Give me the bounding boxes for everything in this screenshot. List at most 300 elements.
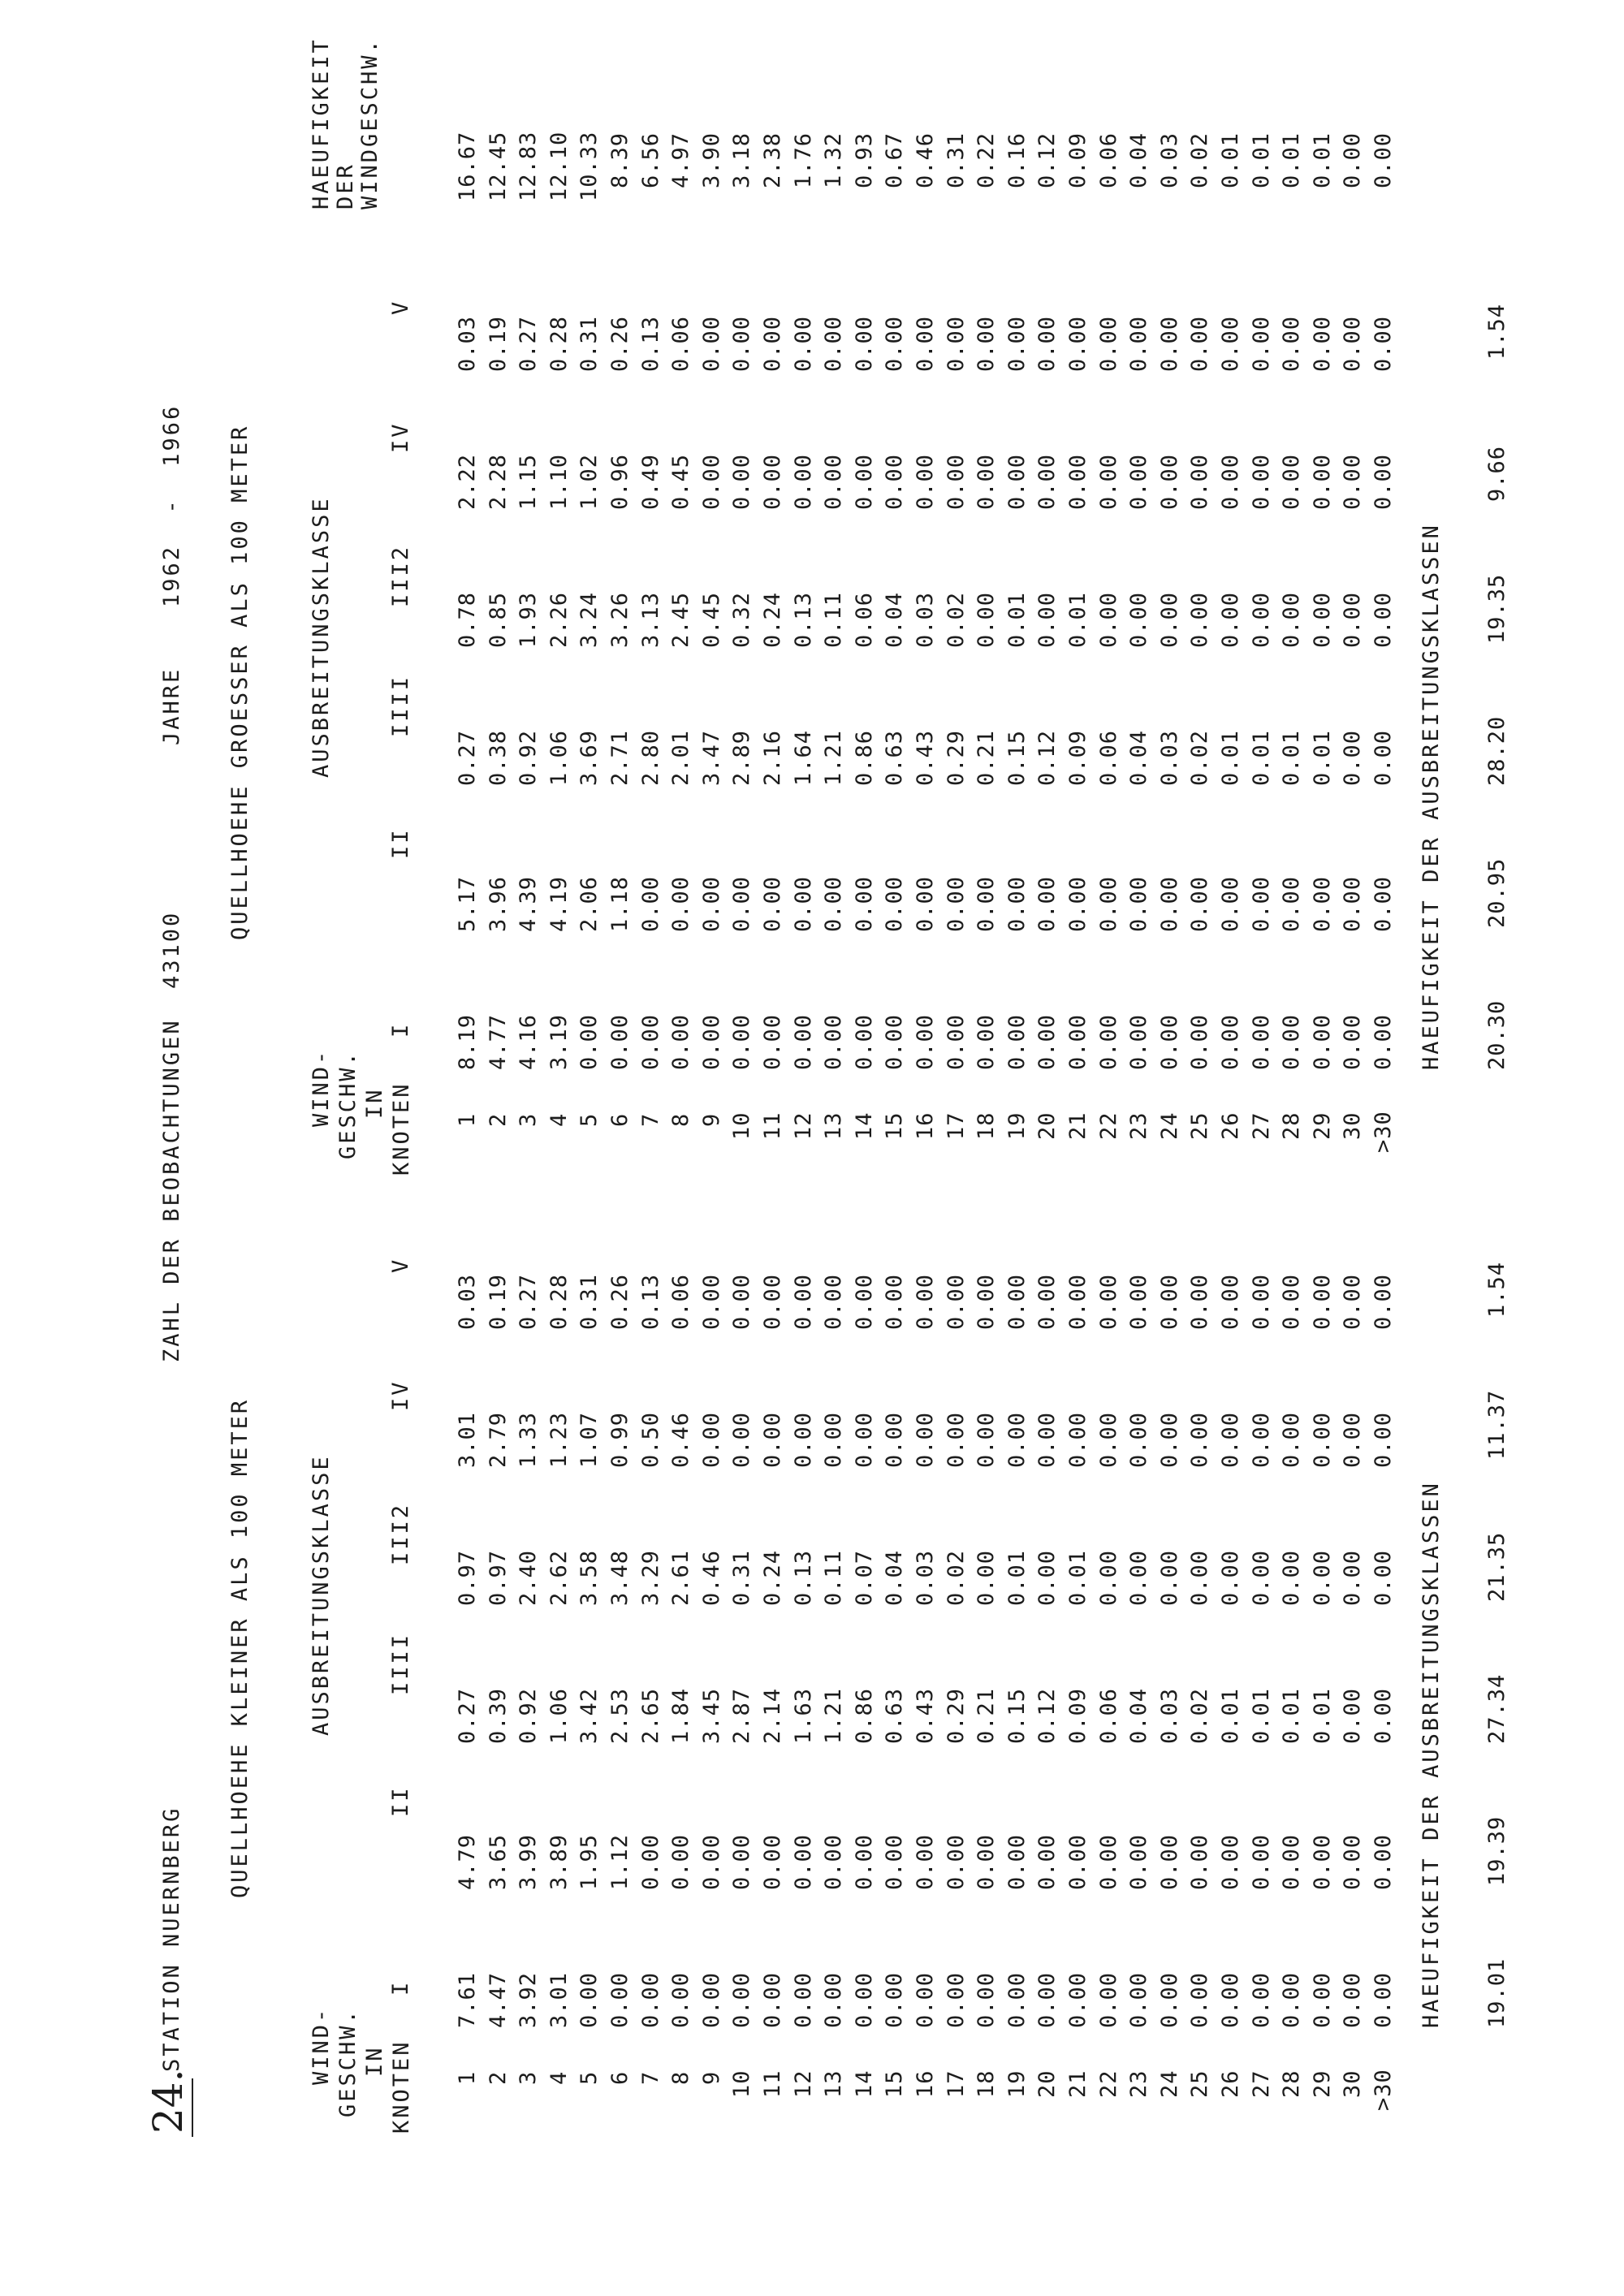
table-cell: 0.00 <box>790 453 816 510</box>
table-cell: 0.00 <box>729 875 755 932</box>
wind-speed-cell: 15 <box>882 1111 908 1140</box>
wind-header-line: KNOTEN <box>389 2039 414 2134</box>
wind-speed-cell: 13 <box>821 2069 847 2098</box>
table-cell: 0.00 <box>790 1411 816 1468</box>
table-cell: 0.01 <box>1248 729 1274 786</box>
wind-speed-cell: 8 <box>668 1112 694 1127</box>
table-cell: 0.03 <box>1156 1687 1182 1744</box>
wind-speed-cell: 30 <box>1340 1111 1366 1140</box>
table-cell: 0.00 <box>1218 1549 1243 1606</box>
wind-speed-cell: 6 <box>607 2070 633 2085</box>
table-cell: 0.00 <box>760 1273 785 1330</box>
wind-speed-cell: 18 <box>974 1111 1000 1140</box>
table-cell: 0.00 <box>882 315 908 372</box>
table-cell: 4.77 <box>485 1013 511 1070</box>
wind-frequency-value: 12.83 <box>516 131 542 201</box>
table-cell: 0.15 <box>1004 1687 1030 1744</box>
table-cell: 0.00 <box>974 1273 1000 1330</box>
table-cell: 0.09 <box>1065 1687 1091 1744</box>
table-cell: 2.53 <box>607 1687 633 1744</box>
table-cell: 3.92 <box>516 1971 542 2028</box>
table-cell: 0.00 <box>821 1273 847 1330</box>
table-cell: 0.00 <box>1279 1411 1305 1468</box>
table-cell: 0.00 <box>698 453 724 510</box>
table-cell: 0.00 <box>1371 1971 1396 2028</box>
frequency-label: HAEUFIGKEIT DER AUSBREITUNGSKLASSEN <box>1419 523 1444 1070</box>
table-cell: 0.00 <box>913 1273 938 1330</box>
table-cell: 0.00 <box>1187 1411 1213 1468</box>
table-cell: 0.00 <box>1371 453 1396 510</box>
table-cell: 0.00 <box>1279 315 1305 372</box>
table-cell: 0.00 <box>729 453 755 510</box>
table-cell: 0.00 <box>974 453 1000 510</box>
table-cell: 2.01 <box>668 729 694 786</box>
frequency-value: 27.34 <box>1484 1673 1510 1744</box>
wind-frequency-value: 0.01 <box>1309 132 1335 188</box>
table-cell: 0.00 <box>943 453 969 510</box>
table-cell: 0.00 <box>1065 1971 1091 2028</box>
wind-frequency-value: 0.02 <box>1187 132 1213 188</box>
wind-header-line: IN <box>362 2045 387 2077</box>
table-cell: 0.00 <box>974 1013 1000 1070</box>
table-cell: 0.86 <box>851 1687 877 1744</box>
column-header: V <box>388 1257 413 1273</box>
table-cell: 0.00 <box>1309 1013 1335 1070</box>
table-cell: 0.00 <box>1340 1013 1366 1070</box>
table-cell: 0.00 <box>1156 1549 1182 1606</box>
table-cell: 2.16 <box>760 729 785 786</box>
wind-frequency-value: 2.38 <box>760 132 785 188</box>
table-cell: 0.00 <box>1248 453 1274 510</box>
wind-frequency-value: 0.01 <box>1248 132 1274 188</box>
table-cell: 0.00 <box>1004 453 1030 510</box>
table-cell: 0.00 <box>1156 1013 1182 1070</box>
table-cell: 0.00 <box>729 315 755 372</box>
table-cell: 0.00 <box>1156 875 1182 932</box>
table-cell: 0.00 <box>760 453 785 510</box>
table-cell: 0.00 <box>1371 1013 1396 1070</box>
table-cell: 0.00 <box>1034 875 1060 932</box>
table-cell: 0.00 <box>1279 875 1305 932</box>
table-cell: 0.00 <box>1218 453 1243 510</box>
table-cell: 0.00 <box>1004 315 1030 372</box>
table-cell: 0.00 <box>698 315 724 372</box>
table-cell: 1.06 <box>546 729 572 786</box>
table-cell: 0.00 <box>1065 1013 1091 1070</box>
table-cell: 2.87 <box>729 1687 755 1744</box>
table-cell: 0.00 <box>1371 1687 1396 1744</box>
table-cell: 0.00 <box>1309 1411 1335 1468</box>
table-cell: 4.47 <box>485 1971 511 2028</box>
table-cell: 0.00 <box>1034 1833 1060 1890</box>
table-cell: 3.47 <box>698 729 724 786</box>
table-cell: 0.01 <box>1248 1687 1274 1744</box>
wind-speed-cell: 21 <box>1065 1111 1091 1140</box>
table-cell: 2.28 <box>485 453 511 510</box>
wind-speed-cell: 24 <box>1156 2069 1182 2098</box>
table-cell: 0.00 <box>1371 1549 1396 1606</box>
table-cell: 0.01 <box>1218 1687 1243 1744</box>
table-cell: 2.71 <box>607 729 633 786</box>
table-cell: 0.00 <box>577 1971 603 2028</box>
table-cell: 0.00 <box>1340 1549 1366 1606</box>
table-cell: 0.00 <box>943 1411 969 1468</box>
table-cell: 4.39 <box>516 875 542 932</box>
table-cell: 0.00 <box>729 1273 755 1330</box>
wind-speed-cell: 23 <box>1126 1111 1152 1140</box>
table-cell: 0.00 <box>913 1833 938 1890</box>
wind-frequency-value: 0.03 <box>1156 132 1182 188</box>
frequency-value: 19.39 <box>1484 1815 1510 1886</box>
wind-frequency-header-line: WINDGESCHW. <box>357 37 382 209</box>
table-cell: 0.00 <box>1309 315 1335 372</box>
table-cell: 0.00 <box>1156 315 1182 372</box>
wind-frequency-value: 0.01 <box>1279 132 1305 188</box>
table-cell: 0.00 <box>974 1833 1000 1890</box>
wind-frequency-value: 1.32 <box>821 132 847 188</box>
wind-speed-cell: 20 <box>1034 2069 1060 2098</box>
table-cell: 7.61 <box>455 1971 480 2028</box>
table-cell: 0.00 <box>698 875 724 932</box>
table-cell: 0.04 <box>1126 729 1152 786</box>
table-cell: 3.26 <box>607 591 633 648</box>
table-cell: 5.17 <box>455 875 480 932</box>
table-cell: 0.00 <box>1340 875 1366 932</box>
wind-speed-cell: 7 <box>637 2070 663 2085</box>
table-cell: 0.00 <box>1218 875 1243 932</box>
table-cell: 2.06 <box>577 875 603 932</box>
table-cell: 0.07 <box>851 1549 877 1606</box>
table-cell: 0.00 <box>1156 1411 1182 1468</box>
table-cell: 0.27 <box>516 1273 542 1330</box>
years-label: JAHRE <box>159 667 184 745</box>
wind-speed-cell: 10 <box>729 2069 755 2098</box>
table-cell: 0.00 <box>1218 1273 1243 1330</box>
table-cell: 0.00 <box>1126 1411 1152 1468</box>
table-cell: 0.00 <box>1371 1273 1396 1330</box>
table-cell: 0.11 <box>821 591 847 648</box>
table-cell: 4.79 <box>455 1833 480 1890</box>
wind-frequency-value: 3.90 <box>698 132 724 188</box>
table-cell: 0.96 <box>607 453 633 510</box>
frequency-value: 11.37 <box>1484 1389 1510 1460</box>
wind-speed-cell: 13 <box>821 1111 847 1140</box>
table-cell: 0.00 <box>1340 1833 1366 1890</box>
frequency-value: 20.30 <box>1484 999 1510 1070</box>
table-cell: 0.24 <box>760 1549 785 1606</box>
wind-speed-cell: 4 <box>546 1112 572 1127</box>
table-cell: 0.00 <box>943 1971 969 2028</box>
table-cell: 0.00 <box>637 1971 663 2028</box>
frequency-value: 1.54 <box>1484 1261 1510 1318</box>
table-cell: 0.00 <box>913 875 938 932</box>
table-cell: 0.00 <box>1248 591 1274 648</box>
table-cell: 0.00 <box>913 1971 938 2028</box>
wind-speed-cell: 9 <box>698 2070 724 2085</box>
wind-frequency-value: 0.22 <box>974 132 1000 188</box>
table-cell: 0.00 <box>1187 1971 1213 2028</box>
table-cell: 0.00 <box>1095 315 1121 372</box>
table-cell: 0.00 <box>882 453 908 510</box>
table-cell: 0.00 <box>1340 315 1366 372</box>
table-cell: 0.63 <box>882 729 908 786</box>
table-cell: 0.00 <box>974 315 1000 372</box>
column-header: IIII <box>388 1632 413 1695</box>
table-cell: 3.65 <box>485 1833 511 1890</box>
wind-speed-cell: 11 <box>760 2069 785 2098</box>
wind-frequency-value: 1.76 <box>790 132 816 188</box>
wind-header-line: GESCHW. <box>335 2008 361 2117</box>
table-cell: 0.00 <box>1309 875 1335 932</box>
table-cell: 2.14 <box>760 1687 785 1744</box>
table-cell: 0.00 <box>760 1833 785 1890</box>
table-cell: 0.00 <box>1065 453 1091 510</box>
wind-speed-cell: >30 <box>1371 1111 1396 1153</box>
table-cell: 0.00 <box>760 1411 785 1468</box>
table-cell: 0.00 <box>729 1013 755 1070</box>
station-name: STATION NUERNBERG <box>159 1806 184 2072</box>
table-cell: 0.02 <box>1187 1687 1213 1744</box>
frequency-value: 19.01 <box>1484 1957 1510 2028</box>
table-cell: 0.43 <box>913 729 938 786</box>
table-cell: 0.00 <box>1371 875 1396 932</box>
wind-speed-cell: 22 <box>1095 2069 1121 2098</box>
table-cell: 0.01 <box>1309 729 1335 786</box>
table-cell: 3.45 <box>698 1687 724 1744</box>
frequency-value: 1.54 <box>1484 303 1510 360</box>
table-cell: 0.00 <box>637 875 663 932</box>
wind-frequency-value: 8.39 <box>607 132 633 188</box>
table-cell: 1.21 <box>821 729 847 786</box>
section-title: QUELLHOEHE GROESSER ALS 100 METER <box>227 424 253 940</box>
table-cell: 0.00 <box>1248 1273 1274 1330</box>
table-cell: 0.01 <box>1218 729 1243 786</box>
table-cell: 0.19 <box>485 315 511 372</box>
table-cell: 0.00 <box>1004 1273 1030 1330</box>
table-cell: 0.00 <box>1065 1411 1091 1468</box>
table-cell: 3.13 <box>637 591 663 648</box>
wind-header-line: IN <box>362 1087 387 1119</box>
table-cell: 0.46 <box>668 1411 694 1468</box>
table-cell: 0.29 <box>943 729 969 786</box>
wind-speed-cell: 8 <box>668 2070 694 2085</box>
table-cell: 0.00 <box>882 875 908 932</box>
table-cell: 0.00 <box>1126 315 1152 372</box>
table-cell: 0.02 <box>943 1549 969 1606</box>
column-header: IV <box>388 1379 413 1411</box>
wind-speed-cell: 5 <box>577 2070 603 2085</box>
table-cell: 0.00 <box>1034 591 1060 648</box>
page-number-underline <box>192 2078 193 2137</box>
table-cell: 0.00 <box>1279 1549 1305 1606</box>
table-cell: 0.02 <box>943 591 969 648</box>
table-cell: 0.00 <box>698 1971 724 2028</box>
table-cell: 0.00 <box>1187 1013 1213 1070</box>
table-cell: 3.42 <box>577 1687 603 1744</box>
table-cell: 0.00 <box>1309 1971 1335 2028</box>
table-cell: 0.06 <box>668 1273 694 1330</box>
table-cell: 0.00 <box>1371 591 1396 648</box>
wind-speed-cell: 16 <box>913 2069 938 2098</box>
wind-frequency-value: 4.97 <box>668 132 694 188</box>
table-cell: 1.93 <box>516 591 542 648</box>
wind-speed-cell: 1 <box>455 1112 480 1127</box>
table-cell: 0.06 <box>1095 729 1121 786</box>
table-cell: 0.04 <box>882 591 908 648</box>
wind-speed-cell: 24 <box>1156 1111 1182 1140</box>
table-cell: 0.00 <box>851 1833 877 1890</box>
table-cell: 0.28 <box>546 315 572 372</box>
table-cell: 0.78 <box>455 591 480 648</box>
table-cell: 0.00 <box>1065 1273 1091 1330</box>
table-cell: 2.26 <box>546 591 572 648</box>
table-cell: 0.00 <box>668 1833 694 1890</box>
table-cell: 2.79 <box>485 1411 511 1468</box>
table-cell: 0.00 <box>851 875 877 932</box>
column-header: I <box>388 1979 413 1996</box>
table-cell: 0.00 <box>1279 1971 1305 2028</box>
wind-frequency-value: 16.67 <box>455 131 480 201</box>
table-cell: 0.11 <box>821 1549 847 1606</box>
table-cell: 0.00 <box>1156 453 1182 510</box>
table-cell: 0.00 <box>729 1971 755 2028</box>
table-cell: 0.00 <box>1065 315 1091 372</box>
wind-frequency-value: 0.12 <box>1034 132 1060 188</box>
table-cell: 0.00 <box>1309 1833 1335 1890</box>
table-cell: 0.00 <box>1034 1273 1060 1330</box>
table-cell: 0.00 <box>1034 1013 1060 1070</box>
table-cell: 0.00 <box>1340 1411 1366 1468</box>
table-cell: 2.62 <box>546 1549 572 1606</box>
table-cell: 2.80 <box>637 729 663 786</box>
wind-speed-cell: 6 <box>607 1112 633 1127</box>
table-cell: 0.00 <box>1218 1013 1243 1070</box>
column-header: I <box>388 1021 413 1038</box>
table-cell: 0.00 <box>1218 1411 1243 1468</box>
table-cell: 0.00 <box>1065 1833 1091 1890</box>
table-cell: 0.00 <box>974 1971 1000 2028</box>
table-cell: 0.00 <box>1126 591 1152 648</box>
table-cell: 1.02 <box>577 453 603 510</box>
column-header: II <box>388 1785 413 1817</box>
wind-frequency-header-line: DER <box>333 162 358 209</box>
table-cell: 0.06 <box>851 591 877 648</box>
table-cell: 0.00 <box>1279 1013 1305 1070</box>
table-cell: 0.00 <box>668 875 694 932</box>
table-cell: 1.84 <box>668 1687 694 1744</box>
table-cell: 0.86 <box>851 729 877 786</box>
table-cell: 0.00 <box>760 875 785 932</box>
table-cell: 0.00 <box>1004 875 1030 932</box>
frequency-value: 19.35 <box>1484 573 1510 644</box>
table-cell: 0.00 <box>1187 453 1213 510</box>
wind-frequency-value: 0.00 <box>1371 132 1396 188</box>
table-cell: 0.26 <box>607 315 633 372</box>
table-cell: 0.00 <box>1340 1971 1366 2028</box>
wind-speed-cell: 3 <box>516 2070 542 2085</box>
table-cell: 0.00 <box>1248 1833 1274 1890</box>
table-cell: 0.06 <box>668 315 694 372</box>
table-cell: 0.00 <box>637 1833 663 1890</box>
table-cell: 0.00 <box>1034 1971 1060 2028</box>
table-cell: 0.00 <box>1156 1273 1182 1330</box>
table-cell: 0.03 <box>913 1549 938 1606</box>
table-cell: 1.21 <box>821 1687 847 1744</box>
table-cell: 0.00 <box>1279 591 1305 648</box>
wind-speed-cell: 2 <box>485 2070 511 2085</box>
table-cell: 0.00 <box>974 875 1000 932</box>
table-cell: 0.31 <box>577 315 603 372</box>
table-cell: 0.32 <box>729 591 755 648</box>
table-cell: 0.00 <box>1187 1833 1213 1890</box>
table-cell: 0.06 <box>1095 1687 1121 1744</box>
table-cell: 0.00 <box>882 1273 908 1330</box>
wind-frequency-value: 0.09 <box>1065 132 1091 188</box>
table-cell: 1.18 <box>607 875 633 932</box>
table-cell: 0.00 <box>729 1833 755 1890</box>
table-cell: 0.03 <box>1156 729 1182 786</box>
table-cell: 0.50 <box>637 1411 663 1468</box>
wind-speed-cell: 23 <box>1126 2069 1152 2098</box>
table-cell: 3.19 <box>546 1013 572 1070</box>
wind-frequency-header-line: HAEUFIGKEIT <box>309 37 334 209</box>
table-cell: 0.99 <box>607 1411 633 1468</box>
table-cell: 0.00 <box>1309 1549 1335 1606</box>
table-cell: 0.00 <box>821 875 847 932</box>
table-cell: 0.00 <box>913 453 938 510</box>
table-cell: 0.00 <box>1248 875 1274 932</box>
table-cell: 0.46 <box>698 1549 724 1606</box>
section-title: QUELLHOEHE KLEINER ALS 100 METER <box>227 1397 253 1898</box>
wind-speed-cell: 19 <box>1004 2069 1030 2098</box>
wind-speed-cell: 16 <box>913 1111 938 1140</box>
table-cell: 0.19 <box>485 1273 511 1330</box>
table-cell: 1.33 <box>516 1411 542 1468</box>
wind-speed-cell: 29 <box>1309 1111 1335 1140</box>
table-cell: 3.01 <box>546 1971 572 2028</box>
table-cell: 0.00 <box>1034 453 1060 510</box>
table-cell: 2.65 <box>637 1687 663 1744</box>
table-cell: 0.00 <box>1371 315 1396 372</box>
table-cell: 0.97 <box>455 1549 480 1606</box>
table-cell: 0.00 <box>1126 1549 1152 1606</box>
table-cell: 0.27 <box>455 729 480 786</box>
table-cell: 0.00 <box>1095 1971 1121 2028</box>
table-cell: 0.00 <box>637 1013 663 1070</box>
table-cell: 0.00 <box>1340 1273 1366 1330</box>
table-cell: 0.92 <box>516 729 542 786</box>
table-cell: 0.01 <box>1065 1549 1091 1606</box>
table-cell: 0.00 <box>1126 1273 1152 1330</box>
wind-speed-cell: 19 <box>1004 1111 1030 1140</box>
wind-speed-cell: 17 <box>943 2069 969 2098</box>
observations-value: 43100 <box>159 910 184 989</box>
table-cell: 0.00 <box>821 1013 847 1070</box>
table-cell: 0.26 <box>607 1273 633 1330</box>
table-cell: 0.00 <box>1218 315 1243 372</box>
table-cell: 0.45 <box>668 453 694 510</box>
wind-speed-cell: 18 <box>974 2069 1000 2098</box>
table-cell: 0.00 <box>1095 1411 1121 1468</box>
wind-frequency-value: 0.00 <box>1340 132 1366 188</box>
table-cell: 0.00 <box>1340 453 1366 510</box>
table-cell: 0.31 <box>729 1549 755 1606</box>
wind-header-line: GESCHW. <box>335 1050 361 1159</box>
table-cell: 0.04 <box>882 1549 908 1606</box>
table-cell: 1.10 <box>546 453 572 510</box>
table-cell: 0.00 <box>1126 1971 1152 2028</box>
wind-speed-cell: 28 <box>1279 2069 1305 2098</box>
